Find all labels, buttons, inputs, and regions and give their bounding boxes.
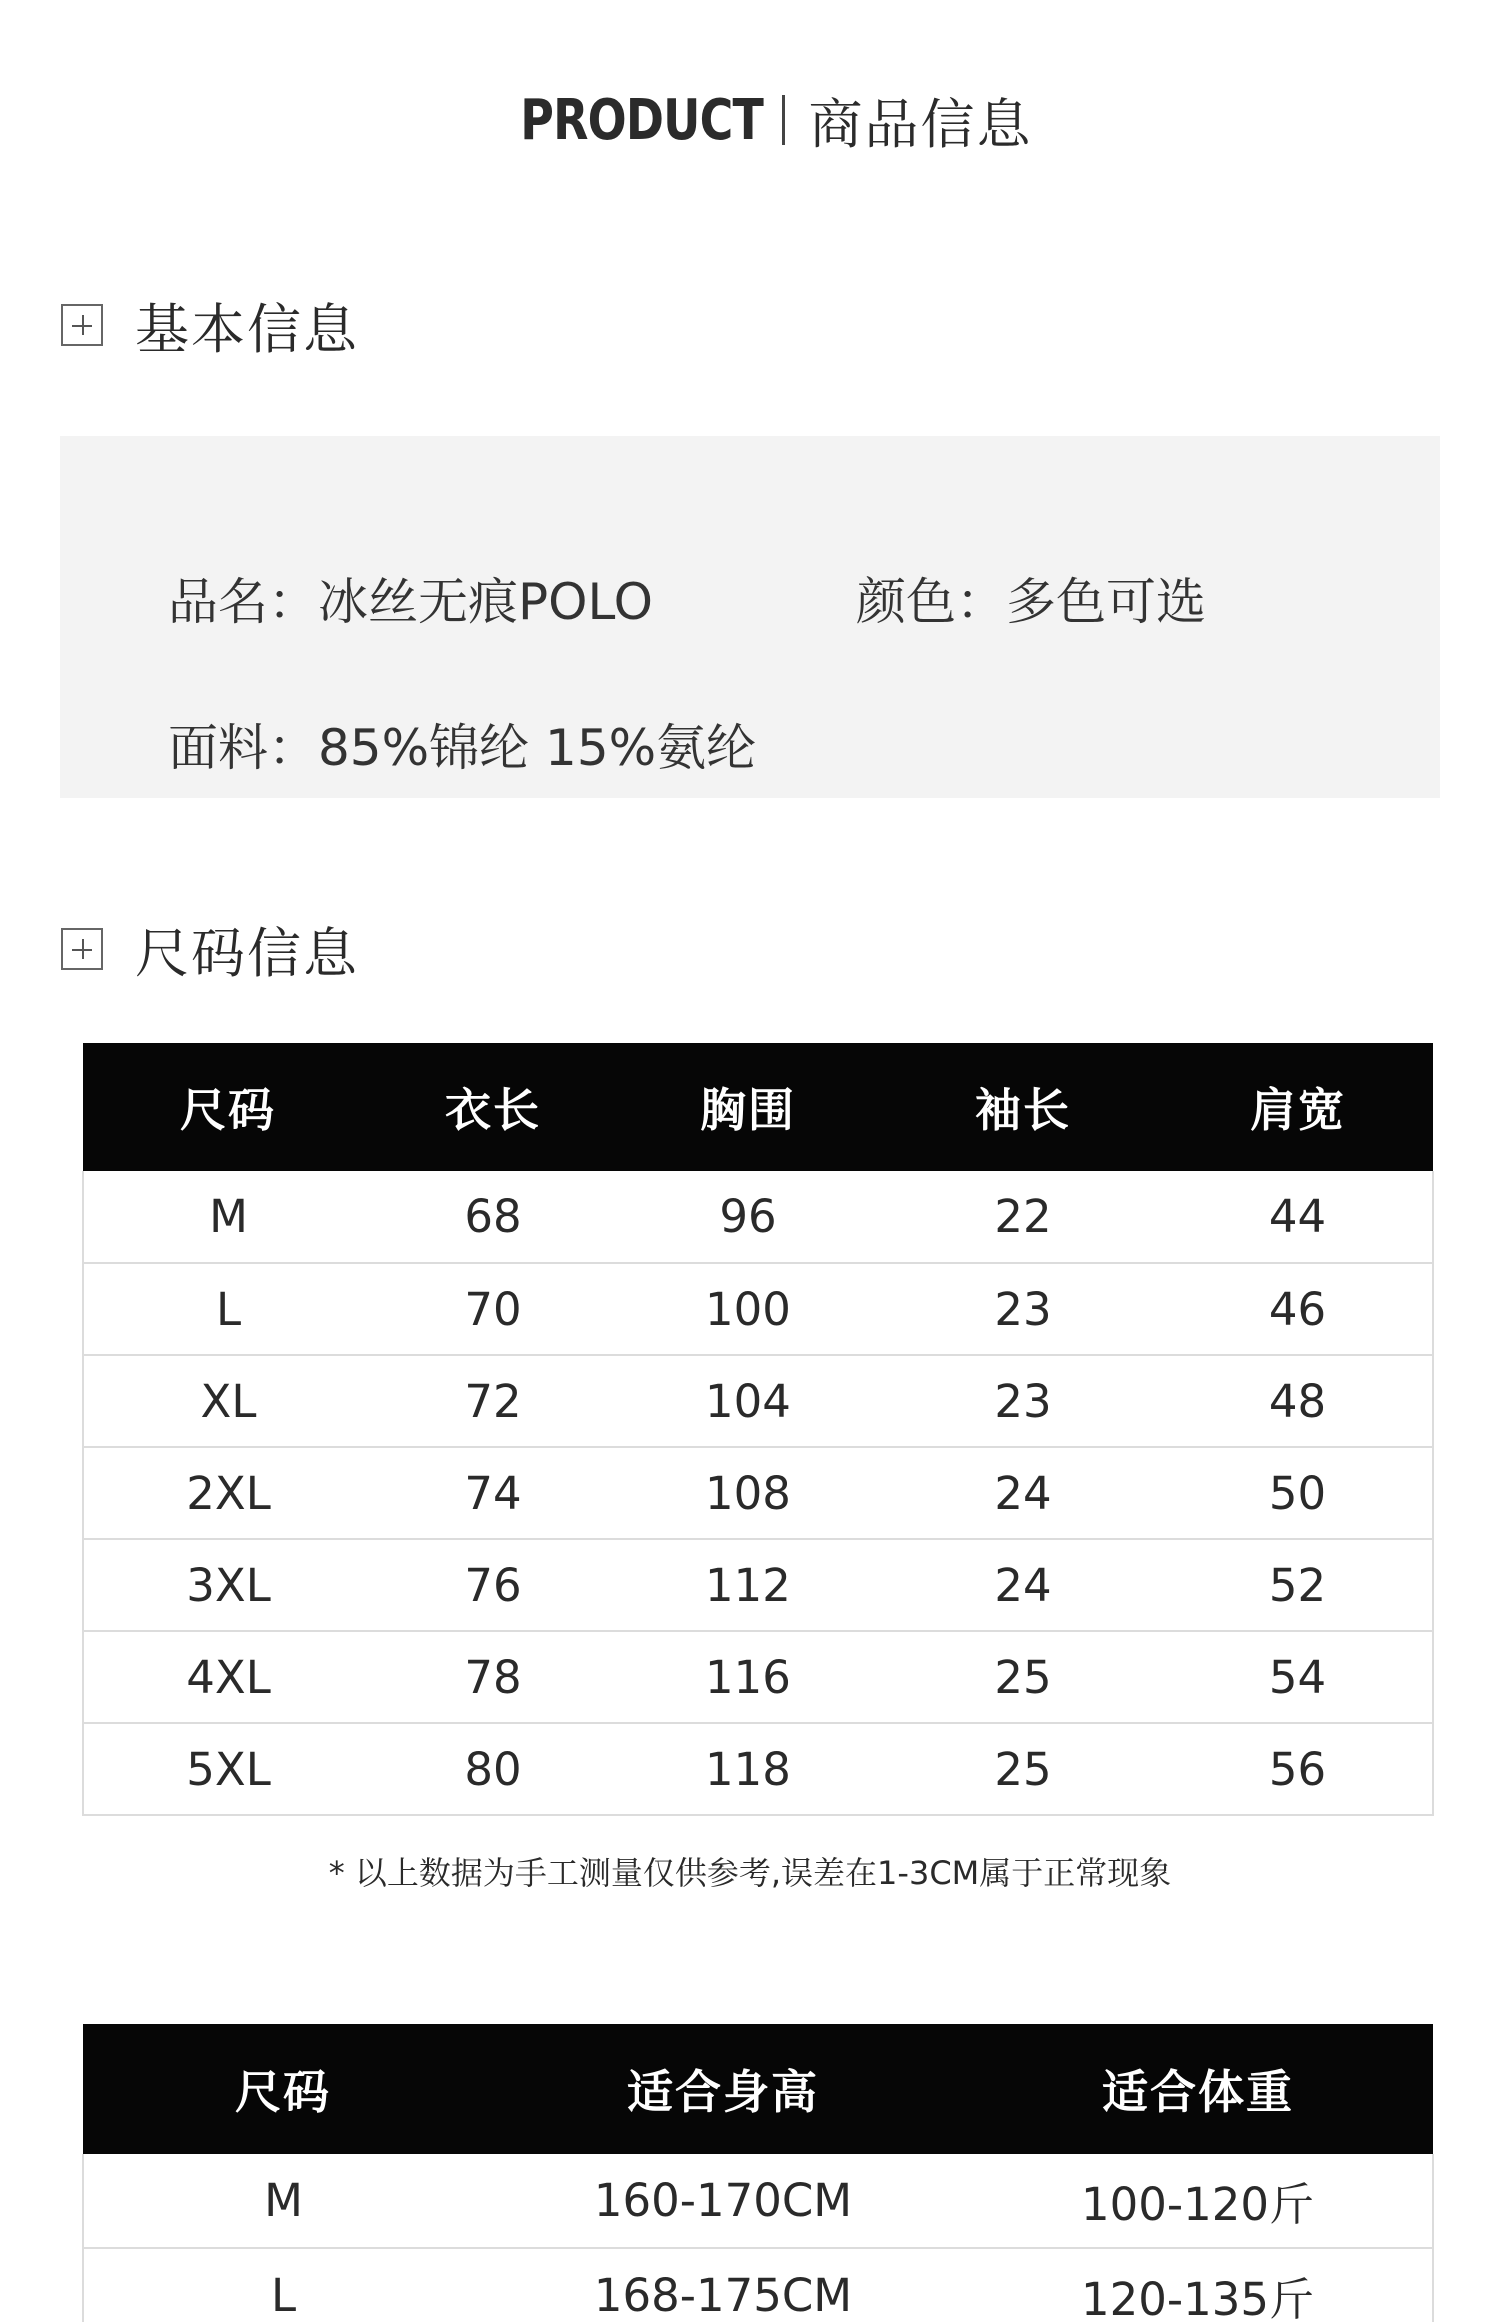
table-cell: 22 [883,1171,1163,1263]
table-row [83,1447,1433,1539]
table-row [83,1723,1433,1815]
page-header [0,80,1500,160]
fit-chart-header-row [83,2024,1433,2154]
header-divider [782,95,785,145]
table-cell: 116 [613,1631,883,1723]
table-cell: 56 [1163,1723,1433,1815]
table-cell: 2XL [83,1447,373,1539]
table-cell: 76 [373,1539,613,1631]
size-info-heading [61,914,359,984]
table-cell: 48 [1163,1355,1433,1447]
fabric-value: 85%锦纶 15%氨纶 [318,719,757,777]
table-row [83,2154,1433,2248]
table-cell: 3XL [83,1539,373,1631]
table-cell: L [83,2248,483,2322]
size-info-title: 尺码信息 [135,921,359,985]
table-cell: 96 [613,1171,883,1263]
table-cell: 23 [883,1263,1163,1355]
table-cell: 25 [883,1723,1163,1815]
basic-info-box [60,436,1440,798]
basic-info-title: 基本信息 [135,297,359,361]
color-row [856,562,1206,634]
table-cell: M [83,2154,483,2248]
table-cell: 70 [373,1263,613,1355]
table-row [83,1171,1433,1263]
table-cell: 78 [373,1631,613,1723]
table-cell: 160-170CM [483,2154,963,2248]
table-cell: 25 [883,1631,1163,1723]
table-cell: M [83,1171,373,1263]
table-cell: 100 [613,1263,883,1355]
table-cell: 68 [373,1171,613,1263]
table-cell: 52 [1163,1539,1433,1631]
table-cell: XL [83,1355,373,1447]
table-cell: 168-175CM [483,2248,963,2322]
table-cell: 46 [1163,1263,1433,1355]
table-cell: 120-135斤 [963,2248,1433,2322]
table-row [83,1263,1433,1355]
expand-plus-icon [61,928,103,970]
fit-chart-table [82,2024,1434,2322]
table-row [83,1539,1433,1631]
table-cell: 24 [883,1539,1163,1631]
table-cell: 23 [883,1355,1163,1447]
header-title-cn: 商品信息 [808,92,1033,156]
product-name-value: 冰丝无痕POLO [318,573,653,631]
fabric-label: 面料： [168,719,318,777]
table-cell: 104 [613,1355,883,1447]
column-header: 适合身高 [483,2024,963,2154]
product-name-row [168,562,653,634]
product-name-label: 品名： [168,573,318,631]
color-label: 颜色： [856,573,1006,631]
table-cell: 54 [1163,1631,1433,1723]
measurement-note: * 以上数据为手工测量仅供参考,误差在1-3CM属于正常现象 [328,1854,1172,1892]
color-value: 多色可选 [1006,573,1206,631]
fabric-row [168,708,756,780]
table-cell: 118 [613,1723,883,1815]
column-header: 袖长 [883,1043,1163,1171]
table-row [83,1355,1433,1447]
expand-plus-icon [61,304,103,346]
table-cell: 44 [1163,1171,1433,1263]
table-row [83,2248,1433,2322]
basic-info-heading [61,290,359,360]
table-cell: 112 [613,1539,883,1631]
table-cell: 50 [1163,1447,1433,1539]
column-header: 衣长 [373,1043,613,1171]
table-cell: 74 [373,1447,613,1539]
table-cell: 24 [883,1447,1163,1539]
column-header: 肩宽 [1163,1043,1433,1171]
table-row [83,1631,1433,1723]
size-chart-table [82,1043,1434,1816]
column-header: 尺码 [83,2024,483,2154]
table-cell: 5XL [83,1723,373,1815]
table-cell: L [83,1263,373,1355]
column-header: 胸围 [613,1043,883,1171]
table-cell: 4XL [83,1631,373,1723]
table-cell: 80 [373,1723,613,1815]
table-cell: 100-120斤 [963,2154,1433,2248]
size-chart-header-row [83,1043,1433,1171]
column-header: 适合体重 [963,2024,1433,2154]
table-cell: 108 [613,1447,883,1539]
column-header: 尺码 [83,1043,373,1171]
table-cell: 72 [373,1355,613,1447]
header-title-en: PRODUCT [520,87,764,153]
